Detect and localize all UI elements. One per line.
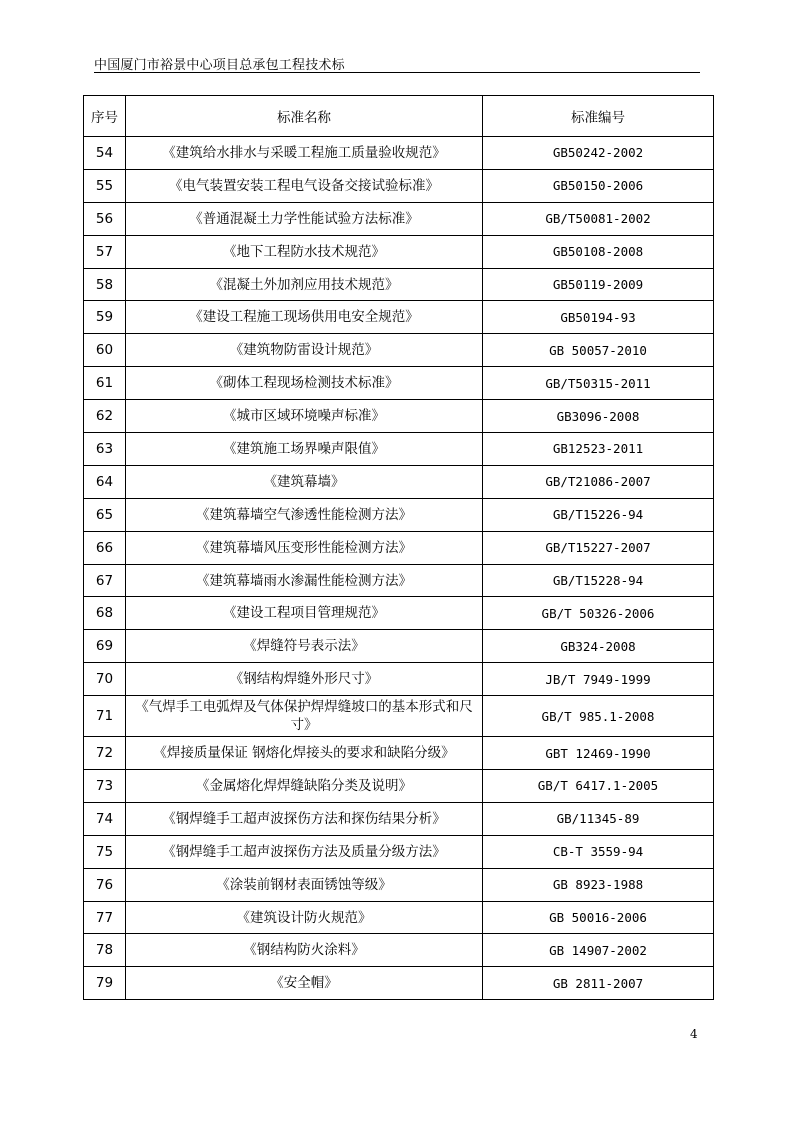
standard-name-cell: 《钢结构焊缝外形尺寸》 <box>126 663 483 696</box>
table-row <box>84 737 714 770</box>
standard-name-cell: 《建设工程施工现场供用电安全规范》 <box>126 301 483 334</box>
standard-code-cell: GB3096-2008 <box>483 400 714 433</box>
standard-code-cell: GB/11345-89 <box>483 802 714 835</box>
table-row <box>84 169 714 202</box>
row-number-cell: 56 <box>84 202 126 235</box>
row-number-cell: 74 <box>84 802 126 835</box>
row-number-cell: 76 <box>84 868 126 901</box>
standard-code-cell: GB/T 985.1-2008 <box>483 696 714 737</box>
standard-name-cell: 《气焊手工电弧焊及气体保护焊焊缝坡口的基本形式和尺寸》 <box>126 696 483 737</box>
standard-code-cell: GB 50057-2010 <box>483 334 714 367</box>
row-number-cell: 59 <box>84 301 126 334</box>
row-number-cell: 64 <box>84 465 126 498</box>
row-number-cell: 68 <box>84 597 126 630</box>
table-row <box>84 137 714 170</box>
row-number-cell: 73 <box>84 770 126 803</box>
standard-name-cell: 《地下工程防水技术规范》 <box>126 235 483 268</box>
standard-name-cell: 《钢焊缝手工超声波探伤方法及质量分级方法》 <box>126 835 483 868</box>
standard-code-cell: GB50242-2002 <box>483 137 714 170</box>
standard-code-cell: GB324-2008 <box>483 630 714 663</box>
table-body <box>84 137 714 1000</box>
document-header-title: 中国厦门市裕景中心项目总承包工程技术标 <box>94 58 345 73</box>
standard-code-cell: GB50194-93 <box>483 301 714 334</box>
standard-code-cell: GB/T 50326-2006 <box>483 597 714 630</box>
table-row <box>84 868 714 901</box>
standard-name-cell: 《建筑物防雷设计规范》 <box>126 334 483 367</box>
table-row <box>84 498 714 531</box>
row-number-cell: 60 <box>84 334 126 367</box>
standard-code-cell: GB/T50315-2011 <box>483 367 714 400</box>
standard-code-cell: GB 14907-2002 <box>483 934 714 967</box>
row-number-cell: 54 <box>84 137 126 170</box>
standard-code-cell: GB/T 6417.1-2005 <box>483 770 714 803</box>
table-row <box>84 433 714 466</box>
standard-code-cell: GB/T50081-2002 <box>483 202 714 235</box>
standard-code-cell: GB50108-2008 <box>483 235 714 268</box>
standard-name-cell: 《电气装置安装工程电气设备交接试验标准》 <box>126 169 483 202</box>
standard-name-cell: 《建筑幕墙雨水渗漏性能检测方法》 <box>126 564 483 597</box>
standard-name-cell: 《建筑幕墙》 <box>126 465 483 498</box>
standard-name-cell: 《钢焊缝手工超声波探伤方法和探伤结果分析》 <box>126 802 483 835</box>
standard-code-cell: GB/T15226-94 <box>483 498 714 531</box>
table-row <box>84 564 714 597</box>
row-number-cell: 78 <box>84 934 126 967</box>
table-row <box>84 531 714 564</box>
standard-name-cell: 《安全帽》 <box>126 967 483 1000</box>
row-number-cell: 57 <box>84 235 126 268</box>
page-number: 4 <box>690 1027 698 1041</box>
table-row <box>84 835 714 868</box>
standard-code-cell: GBT 12469-1990 <box>483 737 714 770</box>
table-row <box>84 802 714 835</box>
standard-name-cell: 《建筑设计防火规范》 <box>126 901 483 934</box>
standard-code-cell: GB50119-2009 <box>483 268 714 301</box>
row-number-cell: 63 <box>84 433 126 466</box>
standard-name-cell: 《建筑幕墙空气渗透性能检测方法》 <box>126 498 483 531</box>
standard-name-cell: 《金属熔化焊焊缝缺陷分类及说明》 <box>126 770 483 803</box>
standards-table <box>83 95 714 1000</box>
table-row <box>84 465 714 498</box>
standard-name-cell: 《建筑给水排水与采暖工程施工质量验收规范》 <box>126 137 483 170</box>
column-header-standard-code: 标准编号 <box>483 96 714 137</box>
standard-name-cell: 《普通混凝土力学性能试验方法标准》 <box>126 202 483 235</box>
row-number-cell: 70 <box>84 663 126 696</box>
header-divider <box>94 72 700 73</box>
row-number-cell: 67 <box>84 564 126 597</box>
row-number-cell: 72 <box>84 737 126 770</box>
table-row <box>84 770 714 803</box>
table-row <box>84 630 714 663</box>
standard-code-cell: GB/T21086-2007 <box>483 465 714 498</box>
table-row <box>84 967 714 1000</box>
table-row <box>84 597 714 630</box>
row-number-cell: 77 <box>84 901 126 934</box>
standard-name-cell: 《建设工程项目管理规范》 <box>126 597 483 630</box>
row-number-cell: 58 <box>84 268 126 301</box>
standard-code-cell: GB 8923-1988 <box>483 868 714 901</box>
standard-code-cell: GB 2811-2007 <box>483 967 714 1000</box>
standard-name-cell: 《混凝土外加剂应用技术规范》 <box>126 268 483 301</box>
table-row <box>84 400 714 433</box>
column-header-standard-name: 标准名称 <box>126 96 483 137</box>
table-row <box>84 696 714 737</box>
row-number-cell: 61 <box>84 367 126 400</box>
standard-name-cell: 《焊缝符号表示法》 <box>126 630 483 663</box>
column-header-number: 序号 <box>84 96 126 137</box>
standard-name-cell: 《涂装前钢材表面锈蚀等级》 <box>126 868 483 901</box>
table-row <box>84 334 714 367</box>
table-header-row <box>84 96 714 137</box>
standard-code-cell: GB/T15228-94 <box>483 564 714 597</box>
standard-name-cell: 《城市区域环境噪声标准》 <box>126 400 483 433</box>
standard-name-cell: 《焊接质量保证 钢熔化焊接头的要求和缺陷分级》 <box>126 737 483 770</box>
row-number-cell: 65 <box>84 498 126 531</box>
table-row <box>84 268 714 301</box>
row-number-cell: 55 <box>84 169 126 202</box>
row-number-cell: 79 <box>84 967 126 1000</box>
standard-code-cell: GB 50016-2006 <box>483 901 714 934</box>
table-row <box>84 934 714 967</box>
standard-name-cell: 《钢结构防火涂料》 <box>126 934 483 967</box>
row-number-cell: 71 <box>84 696 126 737</box>
standard-code-cell: CB-T 3559-94 <box>483 835 714 868</box>
standard-name-cell: 《砌体工程现场检测技术标准》 <box>126 367 483 400</box>
table-row <box>84 901 714 934</box>
standard-code-cell: GB12523-2011 <box>483 433 714 466</box>
standard-code-cell: GB50150-2006 <box>483 169 714 202</box>
table-row <box>84 235 714 268</box>
standard-code-cell: GB/T15227-2007 <box>483 531 714 564</box>
row-number-cell: 75 <box>84 835 126 868</box>
row-number-cell: 62 <box>84 400 126 433</box>
table-row <box>84 367 714 400</box>
standard-code-cell: JB/T 7949-1999 <box>483 663 714 696</box>
row-number-cell: 69 <box>84 630 126 663</box>
table-row <box>84 202 714 235</box>
row-number-cell: 66 <box>84 531 126 564</box>
standard-name-cell: 《建筑幕墙风压变形性能检测方法》 <box>126 531 483 564</box>
table-row <box>84 663 714 696</box>
table-row <box>84 301 714 334</box>
standard-name-cell: 《建筑施工场界噪声限值》 <box>126 433 483 466</box>
